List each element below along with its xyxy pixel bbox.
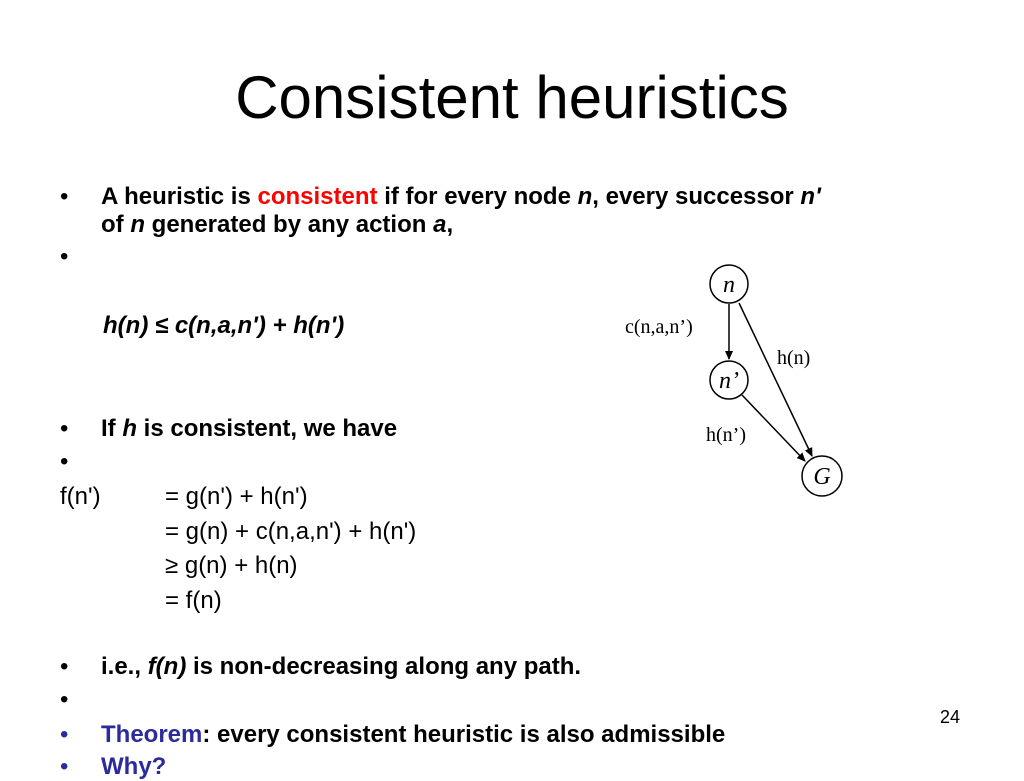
derivation-row-1: = g(n') + h(n')	[165, 483, 308, 510]
text: : every consistent heuristic is also admissible	[202, 721, 726, 748]
bullet-theorem	[101, 721, 725, 749]
bullet-marker: •	[60, 721, 69, 748]
edge-label-hnprime: h(n’)	[706, 424, 746, 446]
edge-n-to-g	[739, 303, 812, 456]
consistent-term: consistent	[257, 183, 378, 210]
derivation-row-3: ≥ g(n) + h(n)	[165, 552, 298, 579]
bullet-if-consistent	[101, 415, 397, 443]
bullet-marker: •	[60, 753, 69, 780]
bullet-marker: •	[60, 653, 69, 680]
page-number: 24	[940, 707, 961, 727]
node-goal	[802, 456, 842, 496]
node-n-prime	[710, 361, 748, 399]
node-goal-label: G	[813, 464, 831, 490]
text: A heuristic is	[101, 183, 258, 210]
text: is consistent, we have	[137, 415, 398, 442]
node-n-label: n	[723, 272, 735, 298]
derivation-row-2: = g(n) + c(n,a,n') + h(n')	[165, 518, 417, 545]
text: of	[101, 211, 131, 238]
derivation-lhs: f(n')	[60, 483, 101, 510]
text: ,	[446, 211, 454, 238]
edge-label-cost: c(n,a,n’)	[625, 316, 693, 338]
bullet-marker: •	[60, 686, 69, 713]
edge-label-hn: h(n)	[777, 347, 811, 369]
var-n: n	[130, 211, 145, 238]
bullet-marker: •	[60, 183, 69, 210]
text: if for every node	[377, 183, 578, 210]
bullet-marker: •	[60, 448, 69, 475]
text: i.e.,	[101, 653, 148, 680]
edge-nprime-to-g	[742, 395, 805, 461]
var-n-prime: n'	[800, 183, 821, 210]
text: , every successor	[592, 183, 801, 210]
text: If	[101, 415, 123, 442]
var-h: h	[122, 415, 137, 442]
bullet-why: Why?	[101, 753, 167, 780]
text: generated by any action	[145, 211, 434, 238]
bullet-non-decreasing	[101, 653, 581, 681]
bullet-marker: •	[60, 415, 69, 442]
derivation-row-4: = f(n)	[165, 587, 222, 614]
consistency-inequality: h(n) ≤ c(n,a,n') + h(n')	[103, 312, 345, 339]
bullet-marker: •	[60, 243, 69, 270]
consistency-triangle-diagram	[600, 255, 860, 505]
bullet-consistent-definition	[101, 183, 821, 211]
theorem-label: Theorem	[101, 721, 203, 748]
bullet-consistent-definition-line2	[101, 211, 453, 239]
text: is non-decreasing along any path.	[186, 653, 582, 680]
node-n	[710, 265, 748, 303]
fn-term: f(n)	[147, 653, 187, 680]
slide-title: Consistent heuristics	[235, 64, 789, 131]
node-n-prime-label: n’	[719, 368, 739, 394]
var-n: n	[577, 183, 593, 210]
var-a: a	[433, 211, 447, 238]
